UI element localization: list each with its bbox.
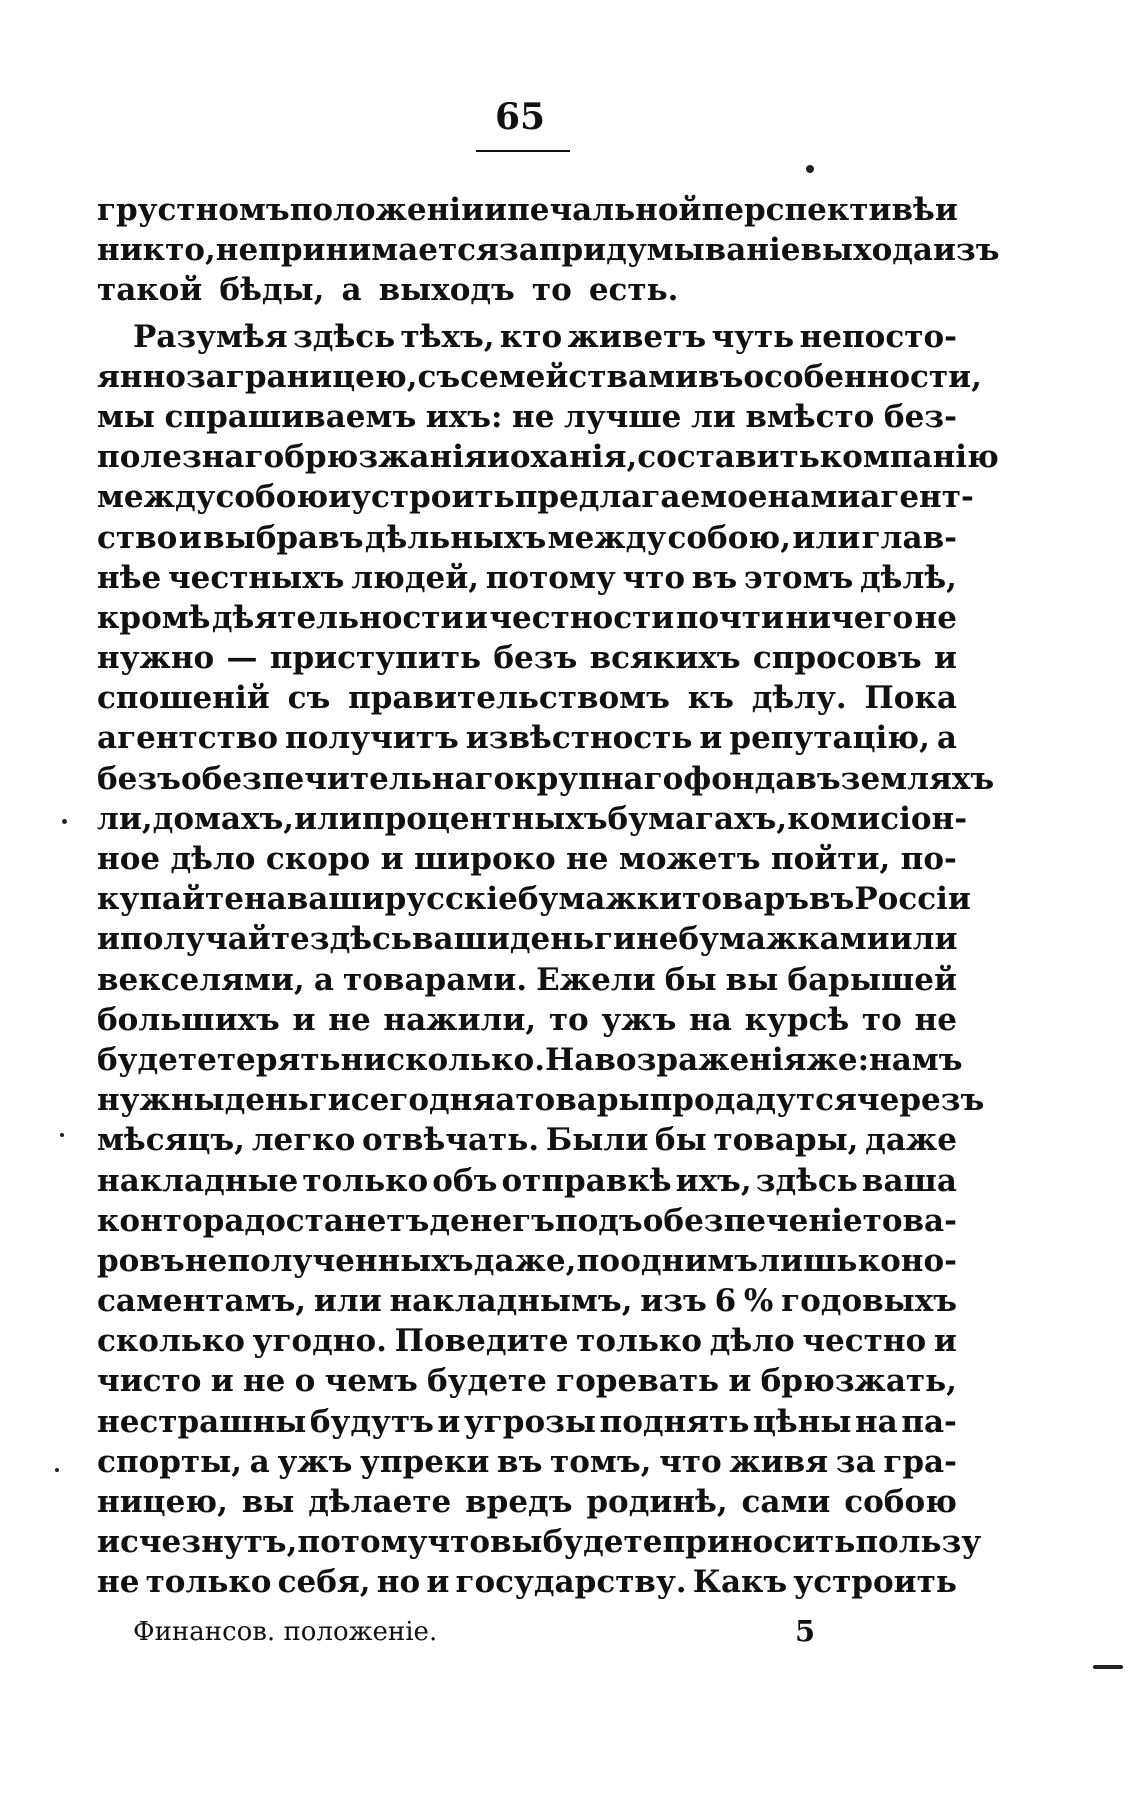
text-line: полезнаго брюзжанія и оханія, составить компанію bbox=[97, 439, 999, 476]
text-line: ли, домахъ, или процентныхъ бумагахъ, комисіон- bbox=[97, 800, 968, 837]
text-line: исчезнутъ, потому что вы будете приносить пользу bbox=[97, 1524, 982, 1561]
text-line: спошеній съ правительствомъ къ дѣлу. Пока bbox=[97, 680, 957, 717]
header-rule bbox=[476, 150, 570, 152]
text-line: никто, не принимается за придумываніе выхода изъ bbox=[97, 232, 1000, 269]
text-line: нужны деньги сегодня а товары продадутся черезъ bbox=[97, 1082, 985, 1119]
text-line: нужно — приступить безъ всякихъ спросовъ и bbox=[97, 640, 957, 677]
text-line: будете терять нисколько. На возраженія же: намъ bbox=[97, 1041, 963, 1078]
text-line: чисто и не о чемъ будете горевать и брюзжать, bbox=[97, 1363, 957, 1400]
page-number: 65 bbox=[494, 96, 546, 138]
text-line: купайте на ваши русскіе бумажки товаръ въ Россіи bbox=[97, 881, 971, 918]
text-line: янно за границею, съ семействами въ особенности, bbox=[97, 358, 982, 395]
text-line: саментамъ, или накладнымъ, изъ 6 % годовыхъ bbox=[97, 1283, 957, 1320]
text-line: грустномъ положеніи и печальной перспективѣ и bbox=[97, 192, 958, 228]
text-line: мѣсяцъ, легко отвѣчать. Были бы товары, даже bbox=[97, 1122, 957, 1159]
text-line: сколько угодно. Поведите только дѣло честно и bbox=[97, 1323, 957, 1360]
text-line: ство и выбравъ дѣльныхъ между собою, или глав- bbox=[97, 519, 957, 556]
text-line: большихъ и не нажили, то ужъ на курсѣ то не bbox=[97, 1001, 957, 1038]
text-line: контора достанетъ денегъ подъ обезпеченіе това- bbox=[97, 1202, 957, 1239]
text-line: накладные только объ отправкѣ ихъ, здѣсь ваша bbox=[97, 1162, 957, 1199]
ink-speck bbox=[62, 819, 67, 824]
text-line: такой бѣды, а выходъ то есть. bbox=[97, 272, 679, 309]
ink-speck bbox=[806, 165, 814, 173]
running-footer-title: Финансов. положеніе. bbox=[133, 1617, 438, 1647]
text-line: между собою и устроить предлагаемое нами агент- bbox=[97, 479, 974, 516]
text-line: векселями, а товарами. Ежели бы вы барышей bbox=[97, 961, 957, 998]
body-text bbox=[97, 190, 1000, 1603]
text-line: ровъ неполученныхъ даже, по однимъ лишь коно- bbox=[97, 1242, 957, 1279]
text-line: мы спрашиваемъ ихъ: не лучше ли вмѣсто без- bbox=[97, 398, 957, 435]
text-line: ницею, вы дѣлаете вредъ родинѣ, сами собою bbox=[97, 1484, 957, 1520]
text-line: агентство получитъ извѣстность и репутацію, а bbox=[97, 720, 957, 757]
text-line: и получайте здѣсь ваши деньги не бумажками или bbox=[97, 921, 958, 958]
text-line: ное дѣло скоро и широко не можетъ пойти, по- bbox=[97, 841, 957, 877]
text-line: спорты, а ужъ упреки въ томъ, что живя за гра- bbox=[97, 1443, 957, 1480]
ink-speck bbox=[55, 1468, 59, 1472]
text-line: безъ обезпечительнаго крупнаго фонда въ земляхъ bbox=[97, 760, 995, 797]
text-line: нестрашны будутъ и угрозы поднять цѣны на па- bbox=[97, 1403, 957, 1440]
text-line: нѣе честныхъ людей, потому что въ этомъ дѣлѣ, bbox=[97, 559, 957, 596]
text-line: не только себя, но и государству. Какъ устроить bbox=[97, 1564, 957, 1601]
text-line: Разумѣя здѣсь тѣхъ, кто живетъ чуть непосто- bbox=[133, 318, 957, 355]
ink-speck bbox=[60, 1133, 64, 1137]
text-line: кромѣ дѣятельности и честности почти ничего не bbox=[97, 599, 957, 636]
scan-edge-mark bbox=[1093, 1665, 1123, 1669]
signature-mark: 5 bbox=[795, 1614, 816, 1648]
